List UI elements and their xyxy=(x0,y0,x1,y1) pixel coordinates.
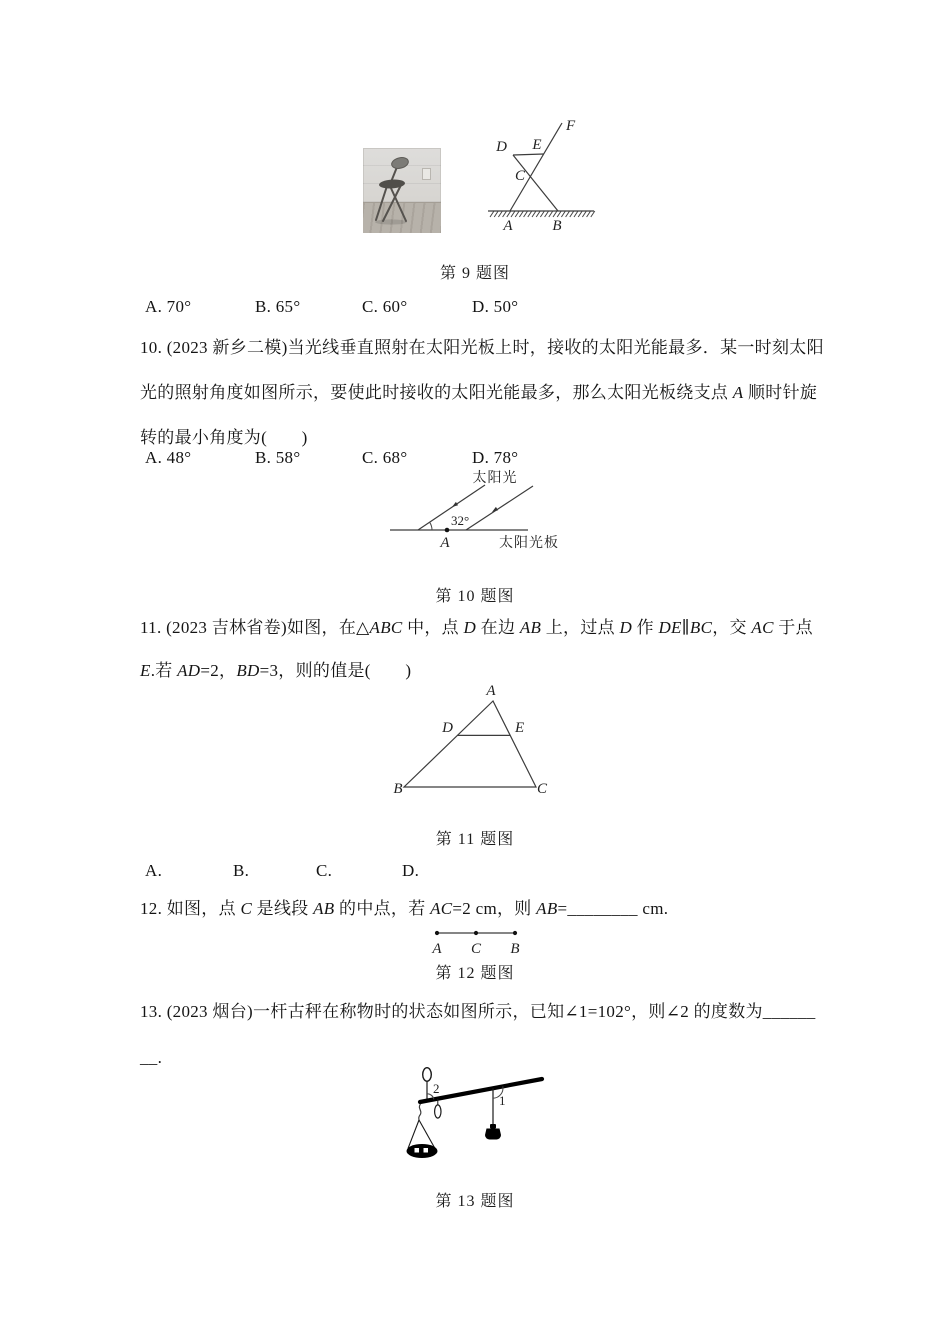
label-A: A xyxy=(440,535,450,551)
ray-arrowhead-left xyxy=(452,502,458,507)
q9-option-d: D. 50° xyxy=(472,297,519,316)
q10-option-b: B. 58° xyxy=(255,448,301,467)
label-A: A xyxy=(432,941,442,957)
q10-sunlight-diagram xyxy=(388,468,613,563)
lifting-ring xyxy=(423,1068,432,1082)
angle-arc-32 xyxy=(430,522,432,530)
label-D: D xyxy=(442,720,453,736)
q10-option-a: A. 48° xyxy=(145,448,192,467)
q10-option-d: D. 78° xyxy=(472,448,519,467)
hanging-loop xyxy=(435,1105,441,1118)
figure-12-caption: 第 12 题图 xyxy=(435,965,515,982)
label-B: B xyxy=(552,218,562,234)
ground-hatching xyxy=(490,211,595,217)
point-C xyxy=(474,931,478,935)
label-C: C xyxy=(470,941,482,957)
point-B xyxy=(513,931,517,935)
folding-chair-drawing xyxy=(363,148,441,233)
figure-11-caption: 第 11 题图 xyxy=(435,831,515,848)
q11-option-c: C. xyxy=(316,861,333,880)
figure-13-caption: 第 13 题图 xyxy=(435,1193,515,1210)
label-A: A xyxy=(503,218,513,234)
angle-32-label: 32° xyxy=(451,513,470,528)
pan-hook xyxy=(419,1104,421,1120)
pan-string-left xyxy=(408,1120,419,1149)
q10-line-1: 10. (2023 新乡二模)当光线垂直照射在太阳光板上时，接收的太阳光能最多．某一时刻太阳 xyxy=(140,338,824,357)
steelyard-weight xyxy=(485,1129,501,1140)
q11-option-a: A. xyxy=(145,861,163,880)
q12-line-1: 12. 如图，点 C 是线段 AB 的中点，若 AC=2 cm，则 AB=________ cm. xyxy=(140,899,669,918)
pivot-point-A xyxy=(445,528,450,533)
q9-geometry-diagram xyxy=(480,113,610,243)
triangle-ABC xyxy=(404,701,536,787)
sun-ray-right xyxy=(466,486,533,530)
label-D: D xyxy=(496,139,507,155)
label-B: B xyxy=(393,781,403,797)
segment-DE xyxy=(513,154,544,155)
label-F: F xyxy=(566,118,576,134)
q11-option-d: D. xyxy=(402,861,420,880)
q9-option-b: B. 65° xyxy=(255,297,301,316)
label-E: E xyxy=(532,137,542,153)
label-B: B xyxy=(510,941,520,957)
label-E: E xyxy=(515,720,525,736)
pan-highlight-left xyxy=(415,1148,420,1153)
q9-option-c: C. 60° xyxy=(362,297,408,316)
q10-line-3: 转的最小角度为( ) xyxy=(140,428,308,447)
label-C: C xyxy=(514,168,525,184)
point-A xyxy=(435,931,439,935)
pan-highlight-right xyxy=(424,1148,429,1153)
q9-option-a: A. 70° xyxy=(145,297,192,316)
q11-triangle-diagram xyxy=(390,683,550,805)
weighing-pan xyxy=(407,1144,438,1158)
figure-9-caption: 第 9 题图 xyxy=(439,265,510,282)
chair-photo xyxy=(363,148,441,233)
panel-label: 太阳光板 xyxy=(499,536,559,551)
q13-line-2: __. xyxy=(140,1048,163,1067)
q10-option-c: C. 68° xyxy=(362,448,408,467)
q11-option-b: B. xyxy=(233,861,250,880)
q11-line-2: E.若 AD=2，BD=3，则的值是( ) xyxy=(140,661,412,680)
figure-10-caption: 第 10 题图 xyxy=(435,588,515,605)
sunlight-label: 太阳光 xyxy=(472,471,518,486)
label-C: C xyxy=(536,781,548,797)
q10-line-2: 光的照射角度如图所示，要使此时接收的太阳光能最多，那么太阳光板绕支点 A 顺时针旋 xyxy=(140,383,818,402)
weight-knob xyxy=(490,1124,496,1129)
angle-2-label: 2 xyxy=(433,1081,440,1096)
q12-segment-diagram xyxy=(432,924,527,958)
q13-line-1: 13. (2023 烟台)一杆古秤在称物时的状态如图所示，已知∠1=102°，则∠2 的度数为______ xyxy=(140,1002,816,1021)
q11-line-1: 11. (2023 吉林省卷)如图，在△ABC 中，点 D 在边 AB 上，过点 D 作 DE∥BC，交 AC 于点 xyxy=(140,618,813,637)
q13-steelyard-diagram xyxy=(380,1058,555,1170)
angle-1-label: 1 xyxy=(499,1093,506,1108)
label-A: A xyxy=(486,683,496,699)
